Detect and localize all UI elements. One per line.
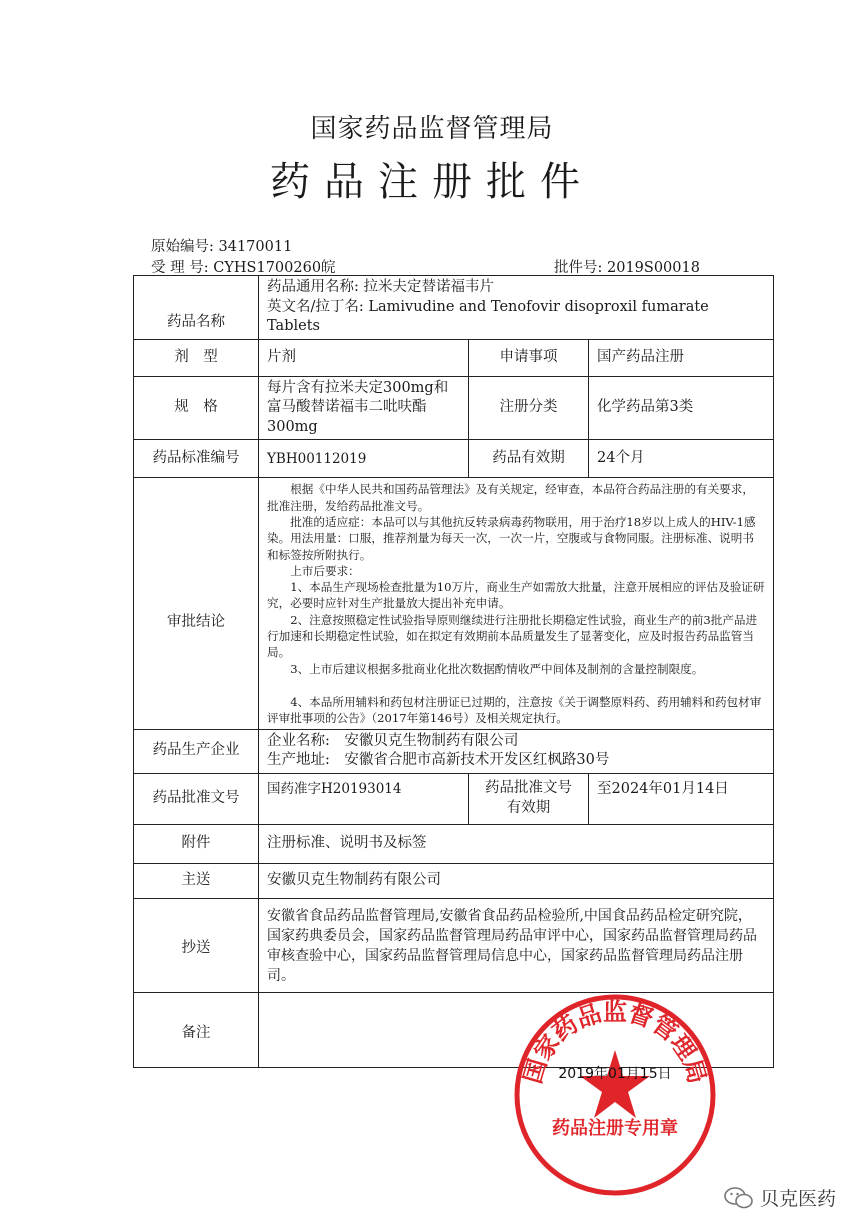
table-row <box>134 339 774 376</box>
standard-number-label: 药品标准编号 <box>134 440 259 478</box>
cc-label: 抄送 <box>134 898 259 992</box>
approval-number-value: 国药准字H20193014 <box>259 773 469 824</box>
original-number <box>151 235 292 256</box>
conclusion-paragraph: 上市后要求： <box>290 563 360 578</box>
acceptance-number-value: CYHS1700260皖 <box>213 260 336 276</box>
manufacturer-cell <box>259 729 774 773</box>
table-row <box>134 773 774 824</box>
table-row <box>134 863 774 898</box>
table-row <box>134 376 774 440</box>
manufacturer-label: 药品生产企业 <box>134 729 259 773</box>
table-row <box>134 824 774 863</box>
table-row <box>134 440 774 478</box>
wechat-icon <box>724 1186 754 1210</box>
attachments-label: 附件 <box>134 824 259 863</box>
conclusion-label: 审批结论 <box>134 478 259 729</box>
drug-name-label: 药品名称 <box>134 276 259 340</box>
registration-table <box>133 275 774 1068</box>
company-name-value: 安徽贝克生物制药有限公司 <box>344 732 519 749</box>
drug-name-cell <box>259 276 774 340</box>
company-name <box>267 732 765 752</box>
watermark <box>724 1184 836 1211</box>
generic-name <box>267 278 765 298</box>
send-to-label: 主送 <box>134 863 259 898</box>
conclusion-paragraph: 批准的适应症：本品可以与其他抗反转录病毒药物联用，用于治疗18岁以上成人的HIV-1感染。用法用量：口服，推荐剂量为每天一次，一次一片，空腹或与食物同服。注册标准、说明书和标签按所附执行。 <box>267 514 756 562</box>
approval-document-number-label: 批件号: <box>554 260 603 276</box>
application-type-label: 申请事项 <box>469 339 589 376</box>
send-to-value: 安徽贝克生物制药有限公司 <box>259 863 774 898</box>
approval-number-validity-value: 至2024年01月14日 <box>589 773 774 824</box>
production-address-label: 生产地址: <box>267 752 330 769</box>
table-row <box>134 478 774 729</box>
registration-category-label: 注册分类 <box>469 376 589 440</box>
generic-name-value: 拉米夫定替诺福韦片 <box>363 279 494 295</box>
conclusion-paragraph: 4、本品所用辅料和药包材注册证已过期的，注意按《关于调整原料药、药用辅料和药包材审评审批事项的公告》（2017年第146号）及相关规定执行。 <box>267 694 762 726</box>
spec-value: 每片含有拉米夫定300mg和富马酸替诺福韦二吡呋酯300mg <box>259 376 469 440</box>
approval-number-validity-label: 药品批准文号有效期 <box>469 773 589 824</box>
application-type-value: 国产药品注册 <box>589 339 774 376</box>
original-number-value: 34170011 <box>218 239 293 255</box>
acceptance-number <box>151 256 336 277</box>
approval-document-number-value: 2019S00018 <box>607 260 700 276</box>
approval-number-label: 药品批准文号 <box>134 773 259 824</box>
seal-star-icon <box>580 1050 650 1118</box>
registration-category-value: 化学药品第3类 <box>589 376 774 440</box>
seal-purpose: 药品注册专用章 <box>552 1118 678 1139</box>
english-name-value: Lamivudine and Tenofovir disoproxil fumarate Tablets <box>267 298 709 335</box>
approval-document-number <box>554 256 700 277</box>
conclusion-paragraph: 2、注意按照稳定性试验指导原则继续进行注册批长期稳定性试验，商业生产的前3批产品进行加速和长期稳定性试验，如在拟定有效期前本品质量发生了显著变化，应及时报告药品监管当局。 <box>267 612 758 660</box>
table-row <box>134 729 774 773</box>
standard-number-value: YBH00112019 <box>259 440 469 478</box>
english-name-label: 英文名/拉丁名: <box>267 298 364 315</box>
original-number-label: 原始编号: <box>151 239 214 255</box>
table-row <box>134 898 774 992</box>
english-name <box>267 298 765 337</box>
shelf-life-value: 24个月 <box>589 440 774 478</box>
issuing-agency: 国家药品监督管理局 <box>310 114 554 144</box>
remarks-label: 备注 <box>134 992 259 1067</box>
attachments-value: 注册标准、说明书及标签 <box>259 824 774 863</box>
production-address <box>267 751 765 771</box>
seal-date: 2019年01月15日 <box>558 1066 672 1082</box>
production-address-value: 安徽省合肥市高新技术开发区红枫路30号 <box>344 752 610 769</box>
acceptance-number-label: 受 理 号: <box>151 260 209 276</box>
generic-name-label: 药品通用名称: <box>267 279 359 295</box>
table-row <box>134 276 774 340</box>
document-title: 药品注册批件 <box>270 159 594 205</box>
watermark-text: 贝克医药 <box>759 1188 836 1210</box>
conclusion-paragraph: 1、本品生产现场检查批量为10万片，商业生产如需放大批量，注意开展相应的评估及验证研究，必要时应针对生产批量放大提出补充申请。 <box>267 580 765 611</box>
conclusion-paragraph: 3、上市后建议根据多批商业化批次数据酌情收严中间体及制剂的含量控制限度。 <box>290 661 704 676</box>
dosage-form-label: 剂 型 <box>134 339 259 376</box>
official-seal <box>512 992 718 1198</box>
seal-agency-text: 国家药品监督管理局 <box>518 997 712 1087</box>
spec-label: 规 格 <box>134 376 259 440</box>
dosage-form-value: 片剂 <box>259 339 469 376</box>
shelf-life-label: 药品有效期 <box>469 440 589 478</box>
conclusion-paragraph: 根据《中华人民共和国药品管理法》及有关规定，经审查，本品符合药品注册的有关要求，批准注册，发给药品批准文号。 <box>267 482 754 513</box>
conclusion-cell <box>259 478 774 729</box>
cc-value: 安徽省食品药品监督管理局,安徽省食品药品检验所,中国食品药品检定研究院，国家药典委员会，国家药品监督管理局药品审评中心，国家药品监督管理局药品审核查验中心，国家药品监督管理局信息中心，国家药品监督管理局药品注册司。 <box>259 898 774 992</box>
company-name-label: 企业名称: <box>267 732 330 749</box>
